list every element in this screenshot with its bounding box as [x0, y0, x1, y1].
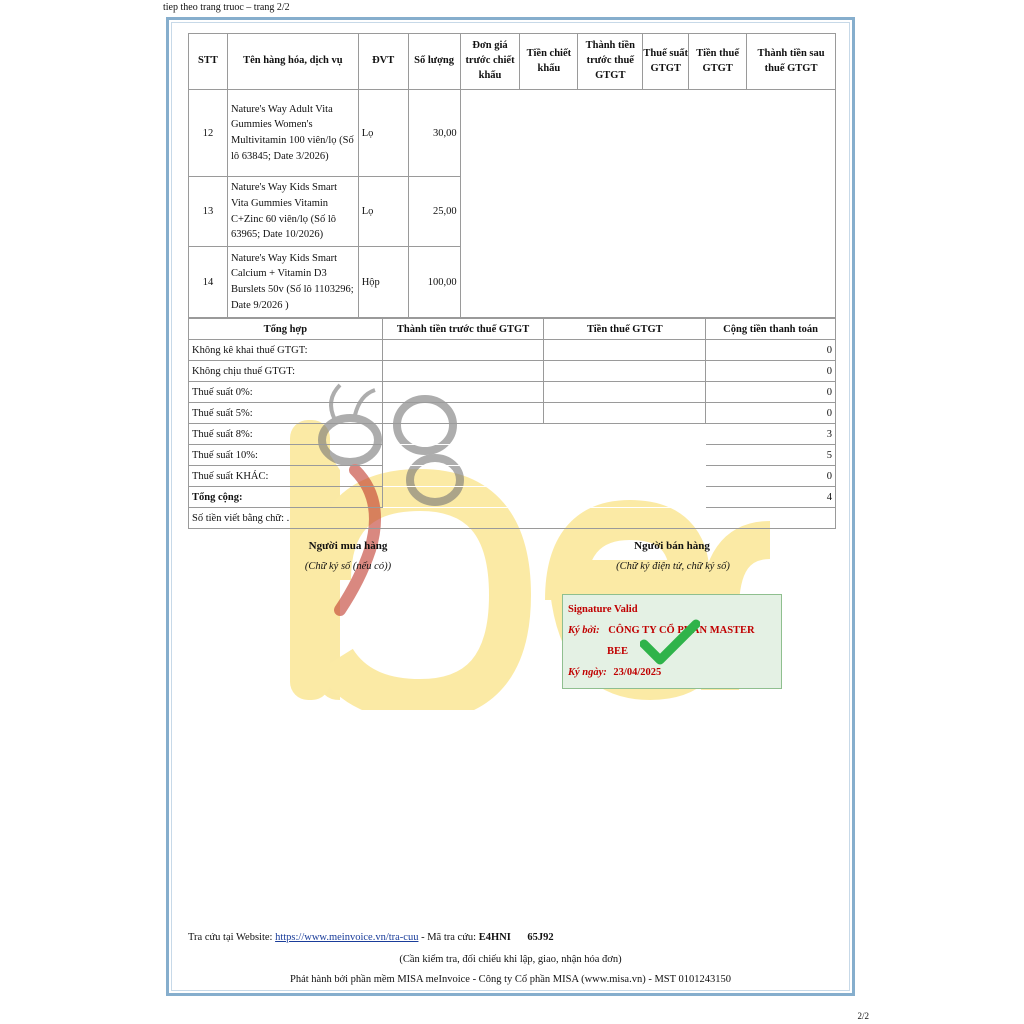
- table-row: [189, 177, 836, 247]
- summary-row: [189, 361, 836, 382]
- row-unit: Hộp: [358, 247, 408, 318]
- summary-row: [189, 382, 836, 403]
- row-name: Nature's Way Adult Vita Gummies Women's Multivitamin 100 viên/lọ (Số lô 63845; Date 3/2026): [227, 90, 358, 177]
- redacted-cells: [460, 177, 835, 247]
- summary-row: [189, 487, 836, 508]
- summary-header-tax: Tiền thuế GTGT: [544, 319, 706, 340]
- row-unit: Lọ: [358, 90, 408, 177]
- summary-label: Thuế suất 5%:: [189, 403, 383, 424]
- summary-label: Tổng cộng:: [189, 487, 383, 508]
- summary-header-total: Cộng tiền thanh toán: [706, 319, 836, 340]
- redacted-cells: [460, 90, 835, 177]
- items-table: [188, 33, 836, 318]
- row-qty: 100,00: [408, 247, 460, 318]
- summary-label: Thuế suất 0%:: [189, 382, 383, 403]
- summary-row: [189, 424, 836, 445]
- summary-row: [189, 403, 836, 424]
- checkmark-icon: [640, 618, 700, 666]
- summary-label: Thuế suất KHÁC:: [189, 466, 383, 487]
- summary-total: 0: [706, 466, 836, 487]
- redacted-cells: [460, 247, 835, 318]
- code-prefix: - Mã tra cứu:: [418, 932, 477, 943]
- issued-by: Phát hành bởi phần mềm MISA meInvoice - Công ty Cổ phần MISA (www.misa.vn) - MST 0101243150: [290, 974, 731, 985]
- header-tax-amount: Tiền thuế GTGT: [689, 34, 747, 90]
- header-unit-price: Đơn giá trước chiết khấu: [460, 34, 520, 90]
- lookup-line: [188, 932, 554, 943]
- summary-row: [189, 445, 836, 466]
- amount-in-words: Số tiền viết bằng chữ: .: [189, 508, 836, 529]
- table-row: [189, 90, 836, 177]
- summary-total: 5: [706, 445, 836, 466]
- row-stt: 13: [189, 177, 228, 247]
- lookup-code-1: E4HNI: [478, 932, 511, 943]
- check-note: (Cần kiểm tra, đối chiếu khi lập, giao, nhận hóa đơn): [399, 954, 622, 965]
- header-name: Tên hàng hóa, dịch vụ: [227, 34, 358, 90]
- amount-in-words-row: [189, 508, 836, 529]
- summary-label: Thuế suất 10%:: [189, 445, 383, 466]
- header-after-tax: Thành tiền sau thuế GTGT: [747, 34, 836, 90]
- summary-total: 3: [706, 424, 836, 445]
- buyer-title: Người mua hàng: [308, 540, 388, 552]
- summary-total: 0: [706, 403, 836, 424]
- summary-header-pretax: Thành tiền trước thuế GTGT: [382, 319, 544, 340]
- summary-header-row: [189, 319, 836, 340]
- items-header-row: [189, 34, 836, 90]
- signature-status: Signature Valid: [568, 604, 638, 615]
- buyer-note: (Chữ ký số (nếu có)): [304, 561, 392, 572]
- header-unit: ĐVT: [358, 34, 408, 90]
- summary-label: Không kê khai thuế GTGT:: [189, 340, 383, 361]
- summary-header-label: Tổng hợp: [189, 319, 383, 340]
- row-name: Nature's Way Kids Smart Vita Gummies Vitamin C+Zinc 60 viên/lọ (Số lô 63965; Date 10/2026): [227, 177, 358, 247]
- page-number: 2/2: [857, 1011, 869, 1021]
- summary-table: [188, 318, 836, 529]
- summary-total: 0: [706, 382, 836, 403]
- summary-row: [189, 340, 836, 361]
- row-stt: 14: [189, 247, 228, 318]
- row-stt: 12: [189, 90, 228, 177]
- row-qty: 30,00: [408, 90, 460, 177]
- summary-label: Thuế suất 8%:: [189, 424, 383, 445]
- signed-date: 23/04/2025: [613, 667, 662, 678]
- summary-total: 4: [706, 487, 836, 508]
- header-tax-rate: Thuế suất GTGT: [643, 34, 689, 90]
- seller-title: Người bán hàng: [634, 540, 710, 552]
- summary-total: 0: [706, 361, 836, 382]
- header-pretax: Thành tiền trước thuế GTGT: [578, 34, 643, 90]
- header-discount: Tiền chiết khấu: [520, 34, 578, 90]
- table-row: [189, 247, 836, 318]
- lookup-prefix: Tra cứu tại Website:: [188, 932, 273, 943]
- signed-by-label: Ký bởi:: [568, 625, 600, 636]
- summary-row: [189, 466, 836, 487]
- signed-date-label: Ký ngày:: [568, 667, 607, 678]
- page-header: tiep theo trang truoc – trang 2/2: [163, 2, 290, 13]
- seller-note: (Chữ ký điện tử, chữ ký số): [616, 561, 730, 572]
- row-unit: Lọ: [358, 177, 408, 247]
- lookup-link[interactable]: https://www.meinvoice.vn/tra-cuu: [275, 932, 419, 943]
- row-name: Nature's Way Kids Smart Calcium + Vitamin D3 Burslets 50v (Số lô 1103296; Date 9/2026 ): [227, 247, 358, 318]
- lookup-code-2: 65J92: [527, 932, 554, 943]
- signed-by: CÔNG TY CỔ PHẦN MASTER: [608, 625, 755, 636]
- row-qty: 25,00: [408, 177, 460, 247]
- header-qty: Số lượng: [408, 34, 460, 90]
- summary-label: Không chịu thuế GTGT:: [189, 361, 383, 382]
- header-stt: STT: [189, 34, 228, 90]
- summary-total: 0: [706, 340, 836, 361]
- signed-by-2: BEE: [607, 646, 629, 657]
